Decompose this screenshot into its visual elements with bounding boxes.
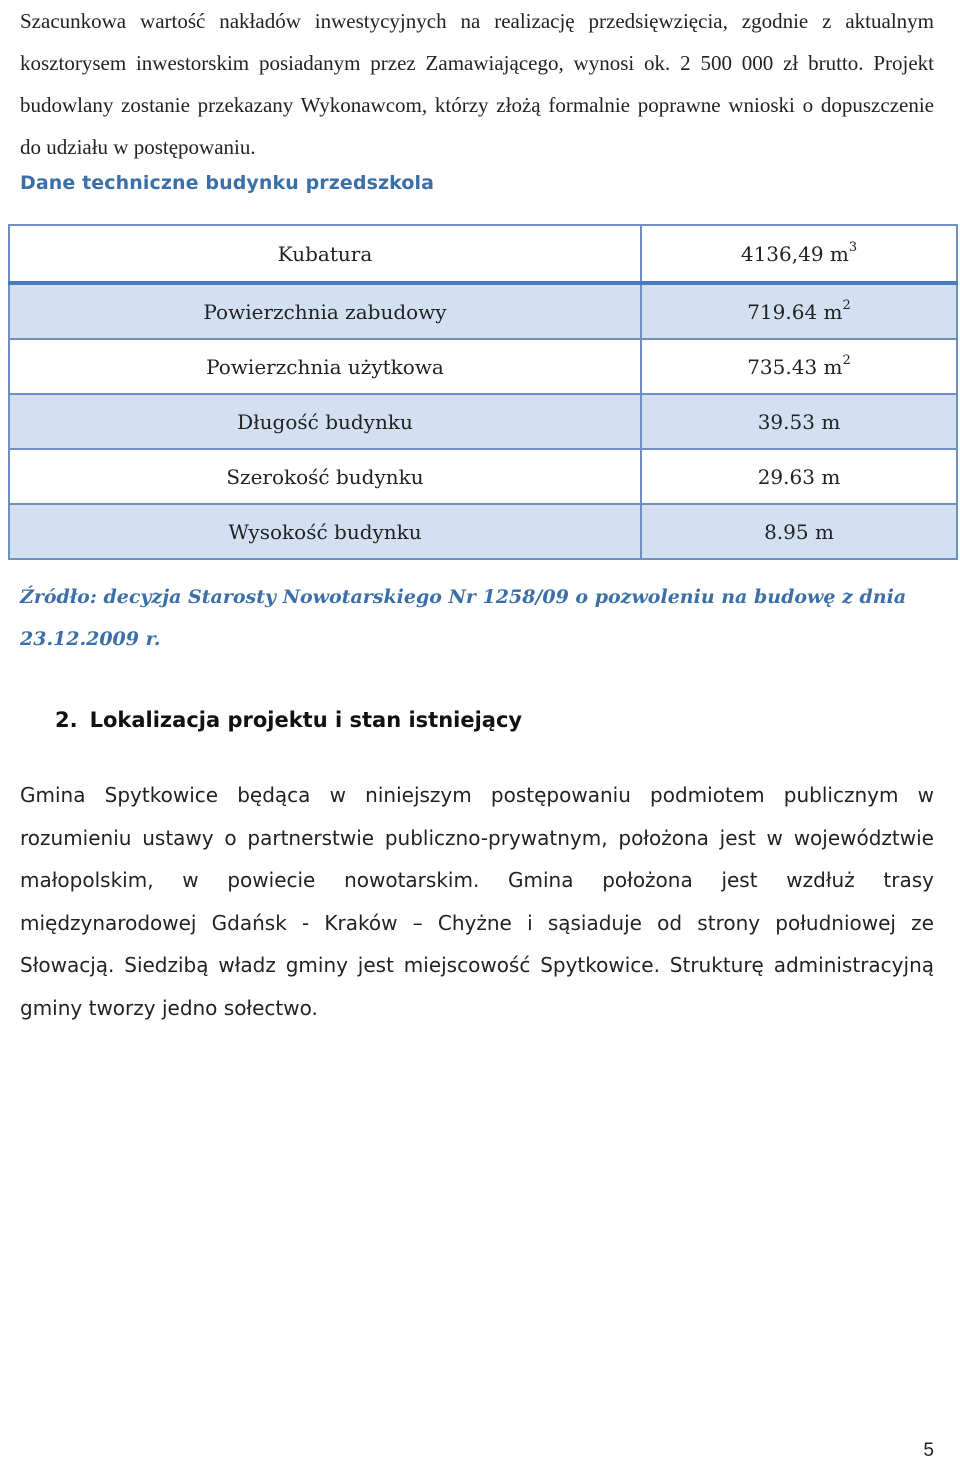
table-row xyxy=(9,394,957,449)
unit-superscript: 2 xyxy=(842,352,851,368)
table-source-note: Źródło: decyzja Starosty Nowotarskiego Nr 1258/09 o pozwoleniu na budowę z dnia 23.12.2009 r. xyxy=(20,586,907,650)
row-label: Wysokość budynku xyxy=(9,504,641,559)
row-value xyxy=(641,504,957,559)
table-row xyxy=(9,225,957,283)
page-number: 5 xyxy=(923,1440,934,1461)
row-label: Kubatura xyxy=(9,225,641,283)
row-value xyxy=(641,394,957,449)
value-text: 39.53 m xyxy=(757,409,841,434)
value-text: 29.63 m xyxy=(757,464,841,489)
unit-superscript: 3 xyxy=(848,239,858,255)
row-label: Powierzchnia użytkowa xyxy=(9,339,641,394)
row-value xyxy=(641,283,957,339)
section-body-text: Gmina Spytkowice będąca w niniejszym postępowaniu podmiotem publicznym w rozumieniu ustawy o partnerstwie publiczno-prywatnym, położona jest w województwie małopolskim, w powiecie nowotarskim. Gmina położona jest wzdłuż trasy międzynarodowej Gdańsk - Kraków – Chyżne i sąsiaduje od strony południowej ze Słowacją. Siedzibą władz gminy jest miejscowość Spytkowice. Strukturę administracyjną gminy tworzy jedno sołectwo. xyxy=(20,783,934,1020)
table-row xyxy=(9,339,957,394)
section-body xyxy=(20,774,934,1030)
table-row xyxy=(9,504,957,559)
section-heading xyxy=(55,708,522,732)
value-text: 719.64 m xyxy=(747,299,843,324)
unit-superscript: 2 xyxy=(842,297,851,313)
table-row xyxy=(9,449,957,504)
value-text: 4136,49 m xyxy=(740,241,849,266)
section-number: 2. xyxy=(55,708,78,732)
table-row xyxy=(9,283,957,339)
row-value xyxy=(641,449,957,504)
value-text: 735.43 m xyxy=(747,354,843,379)
section-title: Lokalizacja projektu i stan istniejący xyxy=(89,708,523,732)
technical-data-table xyxy=(8,224,958,560)
row-label: Powierzchnia zabudowy xyxy=(9,283,641,339)
row-value xyxy=(641,225,957,283)
table-caption: Dane techniczne budynku przedszkola xyxy=(20,172,435,194)
row-label: Szerokość budynku xyxy=(9,449,641,504)
row-label: Długość budynku xyxy=(9,394,641,449)
intro-text: Szacunkowa wartość nakładów inwestycyjnych na realizację przedsięwzięcia, zgodnie z aktualnym kosztorysem inwestorskim posiadanym przez Zamawiającego, wynosi ok. 2 500 000 zł brutto. Projekt budowlany zostanie przekazany Wykonawcom, którzy złożą formalnie poprawne wnioski o dopuszczenie do udziału w postępowaniu. xyxy=(20,9,934,159)
intro-paragraph xyxy=(20,0,934,168)
row-value xyxy=(641,339,957,394)
value-text: 8.95 m xyxy=(764,519,834,544)
